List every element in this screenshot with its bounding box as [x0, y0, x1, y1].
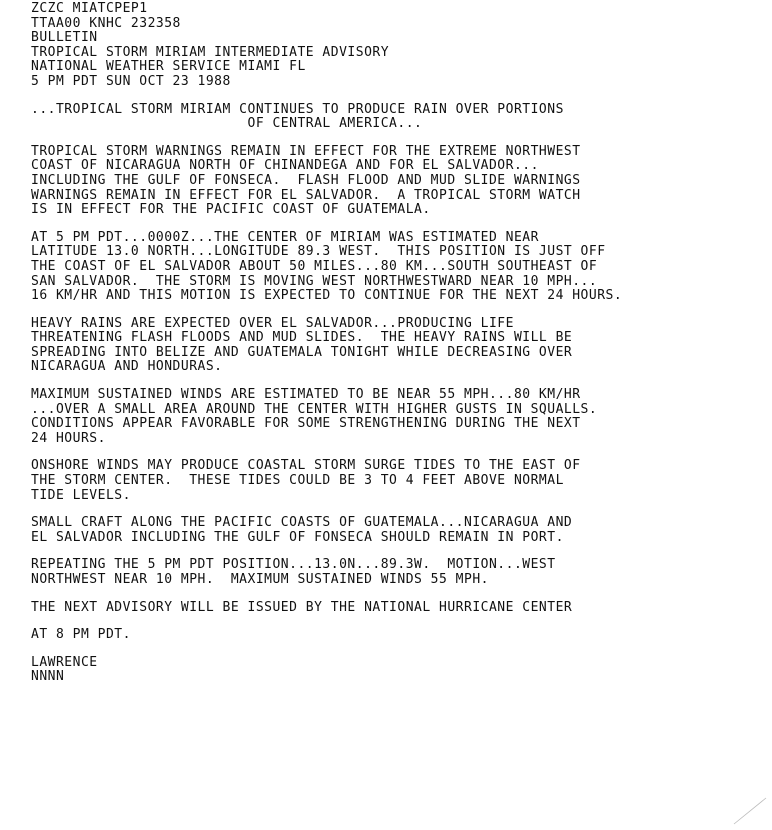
text-line: 16 KM/HR AND THIS MOTION IS EXPECTED TO CONTINUE FOR THE NEXT 24 HOURS. [31, 288, 623, 304]
end-marker: NNNN [31, 669, 65, 685]
text-line: AT 8 PM PDT. [31, 627, 131, 643]
bulletin-footer [31, 656, 767, 685]
text-line: LATITUDE 13.0 NORTH...LONGITUDE 89.3 WEST. THIS POSITION IS JUST OFF [31, 244, 606, 260]
paragraph-small-craft [31, 516, 767, 545]
text-line: TIDE LEVELS. [31, 487, 131, 503]
header-line: NATIONAL WEATHER SERVICE MIAMI FL [31, 59, 306, 75]
header-line: TROPICAL STORM MIRIAM INTERMEDIATE ADVISORY [31, 44, 390, 60]
advisory-document [31, 2, 767, 698]
paragraph-warnings [31, 145, 767, 218]
text-line: AT 5 PM PDT...0000Z...THE CENTER OF MIRIAM WAS ESTIMATED NEAR [31, 229, 539, 245]
text-line: THE NEXT ADVISORY WILL BE ISSUED BY THE NATIONAL HURRICANE CENTER [31, 599, 573, 615]
text-line: THREATENING FLASH FLOODS AND MUD SLIDES. THE HEAVY RAINS WILL BE [31, 330, 573, 346]
text-line: INCLUDING THE GULF OF FONSECA. FLASH FLOOD AND MUD SLIDE WARNINGS [31, 172, 581, 188]
paragraph-surge [31, 459, 767, 503]
forecaster-name: LAWRENCE [31, 654, 98, 670]
text-line: THE COAST OF EL SALVADOR ABOUT 50 MILES...80 KM...SOUTH SOUTHEAST OF [31, 258, 598, 274]
paragraph-next-advisory-time [31, 628, 767, 643]
text-line: WARNINGS REMAIN IN EFFECT FOR EL SALVADOR. A TROPICAL STORM WATCH [31, 187, 581, 203]
headline-line: ...TROPICAL STORM MIRIAM CONTINUES TO PRODUCE RAIN OVER PORTIONS [31, 101, 564, 117]
text-line: MAXIMUM SUSTAINED WINDS ARE ESTIMATED TO BE NEAR 55 MPH...80 KM/HR [31, 387, 581, 403]
text-line: ...OVER A SMALL AREA AROUND THE CENTER WITH HIGHER GUSTS IN SQUALLS. [31, 401, 598, 417]
headline [31, 103, 767, 132]
text-line: SPREADING INTO BELIZE AND GUATEMALA TONIGHT WHILE DECREASING OVER [31, 344, 573, 360]
text-line: ONSHORE WINDS MAY PRODUCE COASTAL STORM SURGE TIDES TO THE EAST OF [31, 458, 581, 474]
text-line: TROPICAL STORM WARNINGS REMAIN IN EFFECT FOR THE EXTREME NORTHWEST [31, 143, 581, 159]
text-line: NICARAGUA AND HONDURAS. [31, 359, 223, 375]
paragraph-next-advisory [31, 601, 767, 616]
paragraph-rains [31, 317, 767, 375]
header-line: ZCZC MIATCPEP1 [31, 1, 148, 16]
bulletin-header [31, 2, 767, 90]
text-line: IS IN EFFECT FOR THE PACIFIC COAST OF GUATEMALA. [31, 202, 431, 218]
text-line: SAN SALVADOR. THE STORM IS MOVING WEST NORTHWESTWARD NEAR 10 MPH... [31, 273, 598, 289]
text-line: SMALL CRAFT ALONG THE PACIFIC COASTS OF GUATEMALA...NICARAGUA AND [31, 515, 573, 531]
header-line: TTAA00 KNHC 232358 [31, 15, 181, 31]
header-line: BULLETIN [31, 30, 98, 46]
paragraph-winds [31, 388, 767, 446]
paragraph-position [31, 231, 767, 304]
paragraph-repeat-position [31, 558, 767, 587]
text-line: EL SALVADOR INCLUDING THE GULF OF FONSECA SHOULD REMAIN IN PORT. [31, 529, 564, 545]
text-line: REPEATING THE 5 PM PDT POSITION...13.0N...89.3W. MOTION...WEST [31, 557, 556, 573]
headline-line: OF CENTRAL AMERICA... [31, 116, 423, 132]
text-line: THE STORM CENTER. THESE TIDES COULD BE 3 TO 4 FEET ABOVE NORMAL [31, 473, 564, 489]
header-line: 5 PM PDT SUN OCT 23 1988 [31, 73, 231, 89]
text-line: HEAVY RAINS ARE EXPECTED OVER EL SALVADOR...PRODUCING LIFE [31, 315, 514, 331]
text-line: 24 HOURS. [31, 430, 106, 446]
text-line: NORTHWEST NEAR 10 MPH. MAXIMUM SUSTAINED WINDS 55 MPH. [31, 572, 489, 587]
text-line: CONDITIONS APPEAR FAVORABLE FOR SOME STRENGTHENING DURING THE NEXT [31, 416, 581, 432]
text-line: COAST OF NICARAGUA NORTH OF CHINANDEGA AND FOR EL SALVADOR... [31, 158, 539, 174]
scan-artifact-mark [728, 796, 768, 826]
